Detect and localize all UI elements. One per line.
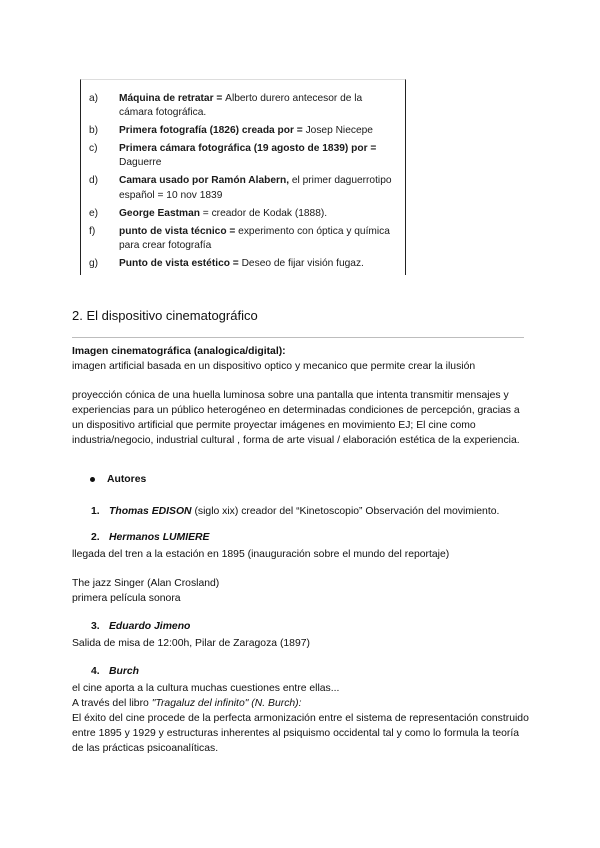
definition-line: imagen artificial basada en un dispositivo optico y mecanico que permite crear la ilusión bbox=[72, 361, 476, 372]
jazz-singer-line: The jazz Singer (Alan Crosland) bbox=[72, 578, 220, 589]
list-item bbox=[89, 142, 393, 170]
list-item-text: Primera fotografía (1826) creada por = Josep Niecepe bbox=[119, 125, 373, 137]
jimeno-line: Salida de misa de 12:00h, Pilar de Zaragoza (1897) bbox=[72, 638, 310, 649]
list-letter: d) bbox=[89, 175, 99, 187]
list-letter: f) bbox=[89, 225, 96, 237]
author-lumiere: 2. Hermanos LUMIERE bbox=[91, 532, 210, 543]
burch-book-line: A través del libro "Tragaluz del infinito" (N. Burch): bbox=[72, 698, 302, 709]
list-item bbox=[89, 124, 393, 138]
list-item bbox=[89, 225, 393, 253]
list-item-text: Camara usado por Ramón Alabern, el primer daguerrotipo español = 10 nov 1839 bbox=[119, 175, 392, 201]
author-burch: 4. Burch bbox=[91, 666, 140, 677]
embedded-list-image bbox=[80, 79, 406, 275]
author-jimeno: 3. Eduardo Jimeno bbox=[91, 621, 191, 632]
list-letter: a) bbox=[89, 93, 99, 104]
section-title: 2. El dispositivo cinematográfico bbox=[72, 308, 258, 323]
list-item-text: Punto de vista estético = Deseo de fijar visión fugaz. bbox=[119, 257, 364, 269]
author-edison: 1. Thomas EDISON (siglo xix) creador del “Kinetoscopio” Observación del movimiento. bbox=[91, 506, 500, 517]
list-item bbox=[89, 207, 393, 221]
list-item-text: George Eastman = creador de Kodak (1888). bbox=[119, 207, 328, 219]
list-letter: e) bbox=[89, 207, 99, 219]
divider bbox=[72, 337, 524, 338]
list-item-text: Primera cámara fotográfica (19 agosto de 1839) por = Daguerre bbox=[119, 143, 377, 169]
lumiere-line: llegada del tren a la estación en 1895 (inauguración sobre el mundo del reportaje) bbox=[72, 549, 450, 560]
list-item bbox=[89, 257, 393, 271]
burch-line: el cine aporta a la cultura muchas cuestiones entre ellas... bbox=[72, 683, 340, 694]
list-letter: c) bbox=[89, 143, 98, 155]
bullet-authors: Autores bbox=[90, 474, 146, 485]
subtitle: Imagen cinematográfica (analogica/digital): bbox=[72, 346, 286, 357]
sound-film-line: primera película sonora bbox=[72, 593, 181, 604]
bullet-dot-icon bbox=[90, 477, 95, 482]
list-letter: g) bbox=[89, 257, 99, 269]
list-letter: b) bbox=[89, 125, 99, 137]
list-item bbox=[89, 174, 393, 202]
list-item bbox=[89, 92, 393, 120]
list-item-text: punto de vista técnico = experimento con óptica y química para crear fotografía bbox=[119, 225, 390, 251]
list-item-text: Máquina de retratar = Alberto durero antecesor de la cámara fotográfica. bbox=[119, 93, 363, 119]
definition-paragraph: proyección cónica de una huella luminosa sobre una pantalla que intenta transmitir mensajes y experiencias para un público heterogéneo en determinadas condiciones de percepción, gracias a un dispositivo artificial que permite proyectar imágenes en movimiento EJ; El cine como industria/negocio, industrial cultural , forma de arte visual / elaboración estética de la experiencia. bbox=[72, 390, 520, 446]
burch-paragraph: El éxito del cine procede de la perfecta armonización entre el sistema de representación construido entre 1895 y 1929 y estructuras inherentes al psiquismo occidental tal y como lo formula la teoría de las prácticas psicoanalíticas. bbox=[72, 713, 529, 754]
